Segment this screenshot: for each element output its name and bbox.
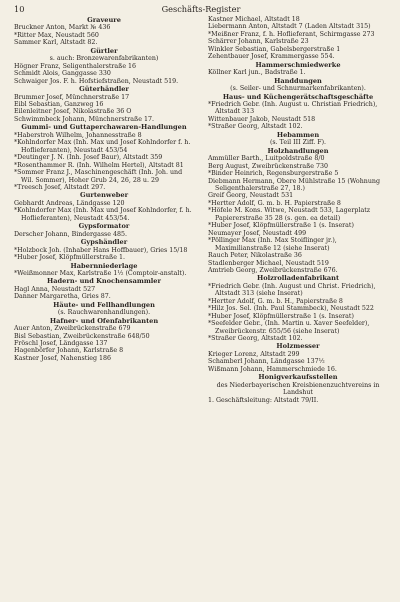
section-heading: Hebammen (276, 130, 320, 139)
directory-entry: Gebhardt Andreas, Ländgasse 120 (14, 199, 125, 207)
directory-entry: Schärrer Johann, Karlstraße 23 (208, 38, 309, 46)
directory-entry: *Haberstroh Wilhelm, Johannesstraße 8 (14, 131, 142, 139)
directory-entry: Ammüller Barth., Luitpoldstraße 8/0 (208, 155, 325, 163)
directory-entry: Köllner Karl jun., Badstraße 1. (208, 69, 306, 77)
directory-entry: *Sommer Franz J., Maschinengeschäft (Inh. Joh. und Wil. Sommer), Hoher Grub 24, 26, 28 u. 29 (14, 169, 183, 184)
directory-entry: *Deutinger J. N. (Inh. Josef Baur), Altstadt 359 (14, 154, 163, 162)
directory-entry: Eibl Sebastian, Ganzweg 16 (14, 100, 104, 108)
directory-entry: 1. Geschäftsleitung: Altstadt 79/II. (208, 396, 319, 404)
page-number: 10 (14, 4, 25, 14)
section-heading: Holzhandlungen (267, 146, 329, 155)
directory-entry: Greif Georg, Neustadt 531 (208, 192, 294, 200)
section-heading: Handdungen (274, 76, 322, 85)
section-heading: Holzmesser (276, 342, 320, 351)
directory-entry: *Seefelder Gebr., (Inh. Martin u. Xaver Seefelder), Zweibrückenstr. 655/56 (siehe Inserat) (208, 320, 370, 335)
directory-entry: Schmidt Alois, Ganggasse 330 (14, 70, 111, 78)
directory-entry: Winkler Sebastian, Gabelsbergerstraße 1 (208, 45, 341, 53)
directory-entry: Rauch Peter, Nikolastraße 36 (208, 252, 302, 260)
directory-entry: *Holzbock Joh. (Inhaber Hans Hoffbauer), Gries 15/18 (14, 246, 188, 254)
section-heading: Gypsformator (78, 222, 130, 231)
section-note: des Niederbayerischen Kreisbienenzuchtvereins in Landshut (216, 381, 380, 397)
directory-entry: Wittenbauer Jakob, Neustadt 518 (208, 115, 316, 123)
section-heading: Hafner- und Ofenfabrikanten (49, 316, 159, 325)
directory-entry: *Höfele M. Kons. Witwe, Neustadt 533, Lagerplatz Papiererstraße 35 28 (s. gen. ea detail) (208, 207, 371, 222)
directory-entry: *Rosenthammer R. (Inh. Wilhelm Hertel), Altstadt 81 (14, 161, 184, 169)
directory-entry: Stadlenberger Michael, Neustadt 519 (208, 259, 329, 267)
directory-entry: *Kohlndorfer Max (Inh. Max und Josef Kohlndorfer f. h. Hoflieferanten), Neustadt 453/54 (14, 139, 191, 154)
section-heading: Hadern- und Knochensammler (47, 277, 161, 286)
section-heading: Hammerschmiedwerke (255, 60, 341, 69)
section-heading: Holzrolladenfabrikant (256, 274, 339, 283)
section-heading: Haus- und Küchengerätschaftsgeschäfte (222, 92, 374, 101)
directory-entry: Fröschl Josef, Ländgasse 137 (14, 340, 108, 348)
directory-entry: *Hilz Jos. Sel. (Inh. Paul Stammbeck), Neustadt 522 (208, 305, 374, 313)
section-note: s. auch: Bronzewarenfabrikanten) (49, 55, 159, 63)
columns (14, 16, 388, 404)
directory-entry: *Huber Josef, Klöpfmüllerstraße 1. (14, 254, 125, 262)
directory-entry: Schamberl Johann, Ländgasse 137½ (208, 358, 325, 366)
directory-entry: *Straßer Georg, Altstadt 102. (208, 335, 303, 343)
directory-entry: Wißmann Johann, Hammerschmiede 16. (208, 365, 337, 373)
directory-entry: Berg August, Zweibrückenstraße 730 (208, 162, 329, 170)
section-heading: Honigverkaufsstellen (258, 373, 338, 382)
directory-entry: *Ritter Max, Neustadt 560 (14, 31, 99, 39)
running-title: Geschäfts-Register (161, 4, 241, 14)
directory-entry: Schwimmbeck Johann, Münchnerstraße 17. (14, 115, 154, 123)
directory-entry: *Treesch Josef, Altstadt 297. (14, 183, 106, 191)
directory-entry: Danner Margaretha, Gries 87. (14, 293, 111, 301)
directory-entry: Hagenbörfer Johann, Karlstraße 8 (14, 347, 124, 355)
section-heading: Graveure (87, 16, 121, 24)
section-heading: Güterhändler (79, 85, 129, 94)
directory-entry: Krieger Lorenz, Altstadt 299 (208, 350, 300, 358)
section-heading: Habernniederlage (70, 261, 138, 270)
page-header (14, 3, 388, 16)
section-note: (s. Seiler- und Schnurmarkenfabrikanten). (230, 85, 366, 93)
left-column (14, 16, 194, 404)
directory-entry: *Pöllinger Max (Inh. Max Stoiflinger jr.), Maximilianstraße 12 (siehe Inserat) (208, 237, 337, 252)
directory-entry: *Friedrich Gebr. (Inh. August u. Christian Friedrich), Altstadt 313 (208, 100, 378, 116)
directory-entry: Eilenleitner Josef, Nikolastraße 36 O (14, 108, 132, 116)
directory-entry: Bruckner Anton, Markt № 436 (14, 24, 111, 32)
directory-entry: Brummer Josef, Münchnerstraße 17 (14, 93, 130, 101)
directory-entry: Kastner Michael, Altstadt 18 (208, 16, 300, 23)
directory-entry: *Huber Josef, Klöpfmüllerstraße 1 (s. Inserat) (208, 312, 354, 320)
directory-entry: Högner Franz, Seligenthalerstraße 16 (14, 62, 137, 70)
section-heading: Gummi- und Guttaperchawaren-Handlungen (21, 123, 187, 132)
section-heading: Häute- und Fellhandlungen (53, 300, 155, 309)
directory-entry: *Kohlndorfer Max (Inh. Max und Josef Kohlndorfer, f. h. Hoflieferanten), Neustadt 453/54. (14, 207, 192, 222)
directory-entry: *Huber Josef, Klöpfmüllerstraße 1 (s. Inserat) (208, 222, 354, 230)
directory-entry: Sammer Karl, Altstadt 82. (14, 39, 98, 47)
section-note: (s. Rauchwarenhandlungen). (57, 309, 151, 317)
directory-entry: Liebermann Anton, Altstadt 7 (Laden Altstadt 315) (208, 23, 371, 31)
directory-entry: Kastner Josef, Nahenstieg 186 (14, 354, 112, 362)
directory-entry: *Friedrich Gebr. (Inh. August und Christ. Friedrich), Altstadt 313 (siehe Inserat) (208, 282, 376, 298)
right-column (208, 16, 388, 404)
directory-entry: *Hertter Adolf, G. m. b. H. Papierstraße 8 (208, 199, 341, 207)
directory-entry: Auer Anton, Zweibrückenstraße 679 (14, 325, 131, 333)
directory-entry: Schwaiger Jos. F. h. Hofstiefstraßen, Neustadt 519. (14, 77, 179, 85)
directory-entry: *Binder Heinrich, Regensburgerstraße 5 (208, 170, 339, 178)
directory-entry: Neumayer Josef, Neustadt 499 (208, 229, 307, 237)
directory-entry: *Straßer Georg, Altstadt 102. (208, 123, 303, 131)
directory-entry: Bisl Sebastian, Zweibrückenstraße 648/50 (14, 332, 150, 340)
directory-entry: Hagl Anna, Neustadt 527 (14, 285, 96, 293)
directory-entry: *Meißner Franz, f. h. Hoflieferant, Schirmgasse 273 (208, 30, 375, 38)
section-heading: Gurtenweber (79, 191, 129, 200)
directory-entry: Diebmann Hermann, Obere Mühlstraße 15 (Wohnung Seligenthalerstraße 27, 18.) (208, 177, 380, 192)
directory-entry: Zehentbauer Josef, Krammergasse 554. (208, 53, 335, 61)
directory-entry: *Hertter Adolf, G. m. b. H., Papierstraße 8 (208, 297, 343, 305)
section-heading: Gypshändler (80, 238, 128, 247)
directory-entry: *Weißmonner Max, Karlstraße 1½ (Comptoir-anstalt). (14, 269, 187, 277)
directory-entry: Derscher Johann, Bindergasse 485. (14, 230, 128, 238)
section-note: (s. Teil III Ziff. F). (269, 139, 327, 147)
section-heading: Gürtler (90, 46, 118, 55)
directory-entry: Amtrieb Georg, Zweibrückenstraße 676. (208, 266, 338, 274)
